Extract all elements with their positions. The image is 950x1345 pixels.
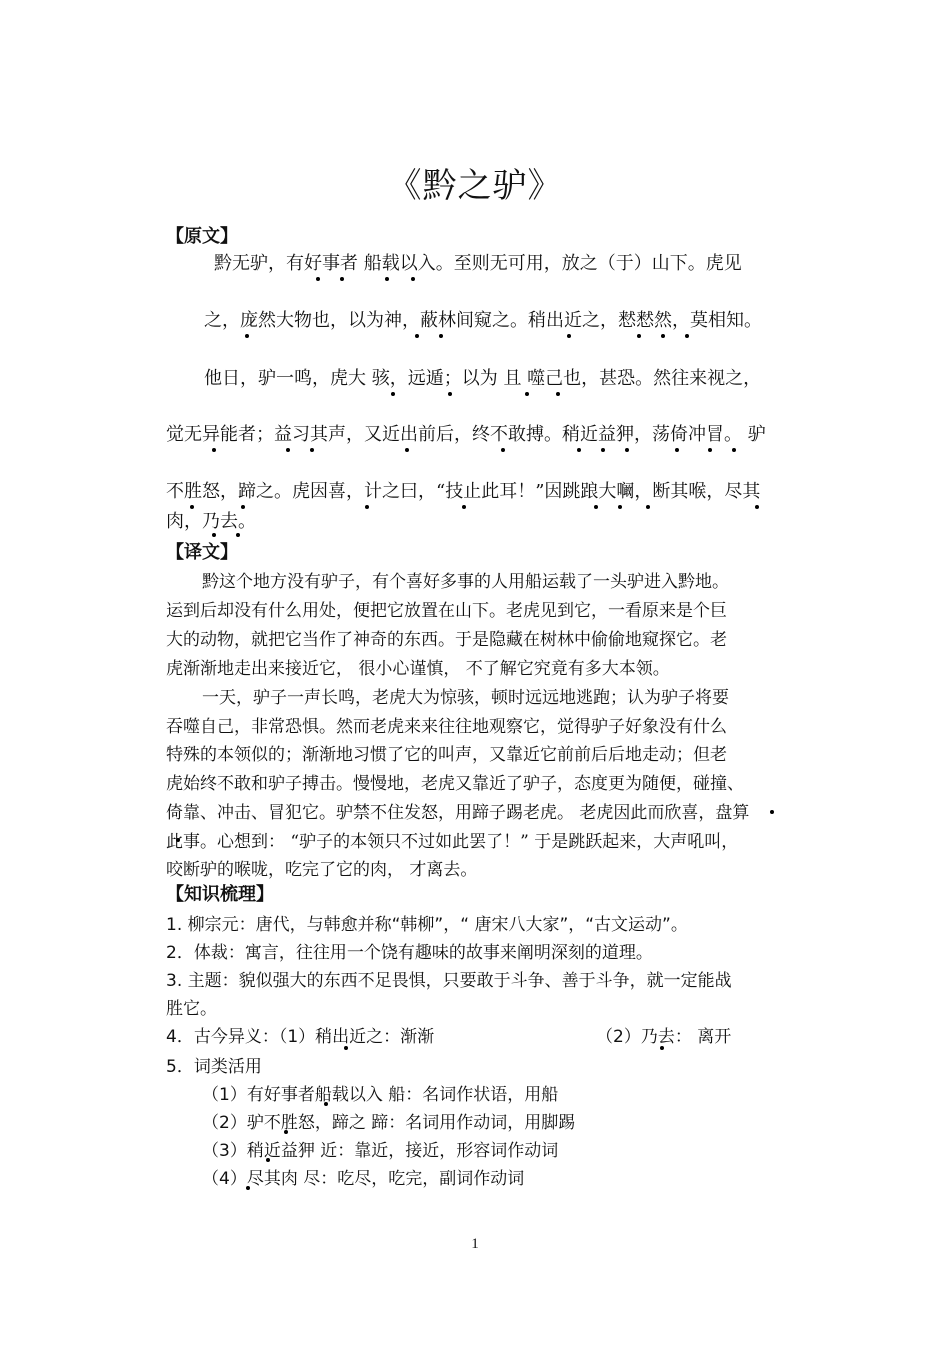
knowledge-header: 【知识梳理】	[166, 884, 274, 905]
translation-line-9: 倚靠、冲击、冒犯它。驴禁不住发怒，用蹄子踢老虎。 老虎因此而欣喜，盘算	[166, 803, 750, 823]
original-line-2: 之，庞然大物也，以为神，蔽林间窥之。稍出近之，慭慭然，莫相知。	[204, 310, 762, 331]
translation-line-6: 吞噬自己，非常恐惧。然而老虎来来往往地观察它，觉得驴子好象没有什么	[166, 717, 727, 737]
translation-line-4: 虎渐渐地走出来接近它， 很小心谨慎， 不了解它究竟有多大本领。	[166, 659, 670, 679]
original-line-4: 觉无异能者；益习其声，又近出前后，终不敢搏。稍近益狎，荡倚冲冒。 驴	[166, 424, 766, 445]
knowledge-subitem-4: （4）尽其肉 尽：吃尽，吃完，副词作动词	[202, 1169, 525, 1189]
original-line-1: 黔无驴，有好事者 船载以入。至则无可用，放之（于）山下。虎见	[214, 253, 742, 274]
translation-line-11: 咬断驴的喉咙，吃完了它的肉， 才离去。	[166, 860, 478, 880]
knowledge-item-4: 4．古今异义：（1）稍出近之：渐渐	[166, 1027, 435, 1047]
translation-line-2: 运到后却没有什么用处，便把它放置在山下。老虎见到它，一看原来是个巨	[166, 601, 727, 621]
translation-header: 【译文】	[166, 542, 238, 563]
original-text-header: 【原文】	[166, 226, 238, 247]
knowledge-item-5: 5．词类活用	[166, 1057, 262, 1077]
knowledge-subitem-1: （1）有好事者船载以入 船：名词作状语，用船	[202, 1085, 559, 1105]
original-line-3: 他日，驴一鸣，虎大 骇，远遁；以为 且 噬己也，甚恐。然往来视之，	[204, 368, 762, 389]
knowledge-item-4-b: （2）乃去： 离开	[596, 1027, 732, 1047]
translation-line-10: 此事。心想到： “驴子的本领只不过如此罢了！” 于是跳跃起来，大声吼叫，	[166, 832, 739, 852]
knowledge-item-2: 2．体裁：寓言，往往用一个饶有趣味的故事来阐明深刻的道理。	[166, 943, 653, 963]
translation-line-8: 虎始终不敢和驴子搏击。慢慢地，老虎又靠近了驴子，态度更为随便，碰撞、	[166, 774, 744, 794]
knowledge-subitem-2: （2）驴不胜怒，蹄之 蹄：名词用作动词，用脚踢	[202, 1113, 576, 1133]
page-number: 1	[471, 1236, 479, 1252]
page-title: 《黔之驴》	[387, 166, 563, 206]
translation-line-5: 一天，驴子一声长鸣，老虎大为惊骇，顿时远远地逃跑；认为驴子将要	[202, 688, 729, 708]
knowledge-item-3-cont: 胜它。	[166, 999, 217, 1019]
translation-line-3: 大的动物，就把它当作了神奇的东西。于是隐藏在树林中偷偷地窥探它。老	[166, 630, 727, 650]
translation-line-7: 特殊的本领似的；渐渐地习惯了它的叫声，又靠近它前前后后地走动；但老	[166, 745, 727, 765]
original-line-6: 肉，乃去。	[166, 511, 256, 532]
original-line-5: 不胜怒，蹄之。虎因喜，计之曰，“技止此耳！”因跳踉大㘎，断其喉，尽其	[166, 481, 761, 502]
translation-line-1: 黔这个地方没有驴子，有个喜好多事的人用船运载了一头驴进入黔地。	[202, 572, 729, 592]
knowledge-subitem-3: （3）稍近益狎 近：靠近，接近，形容词作动词	[202, 1141, 559, 1161]
knowledge-item-1: 1. 柳宗元：唐代，与韩愈并称“韩柳”，“ 唐宋八大家”，“古文运动”。	[166, 915, 688, 935]
knowledge-item-3: 3. 主题：貌似强大的东西不足畏惧，只要敢于斗争、善于斗争，就一定能战	[166, 971, 732, 991]
